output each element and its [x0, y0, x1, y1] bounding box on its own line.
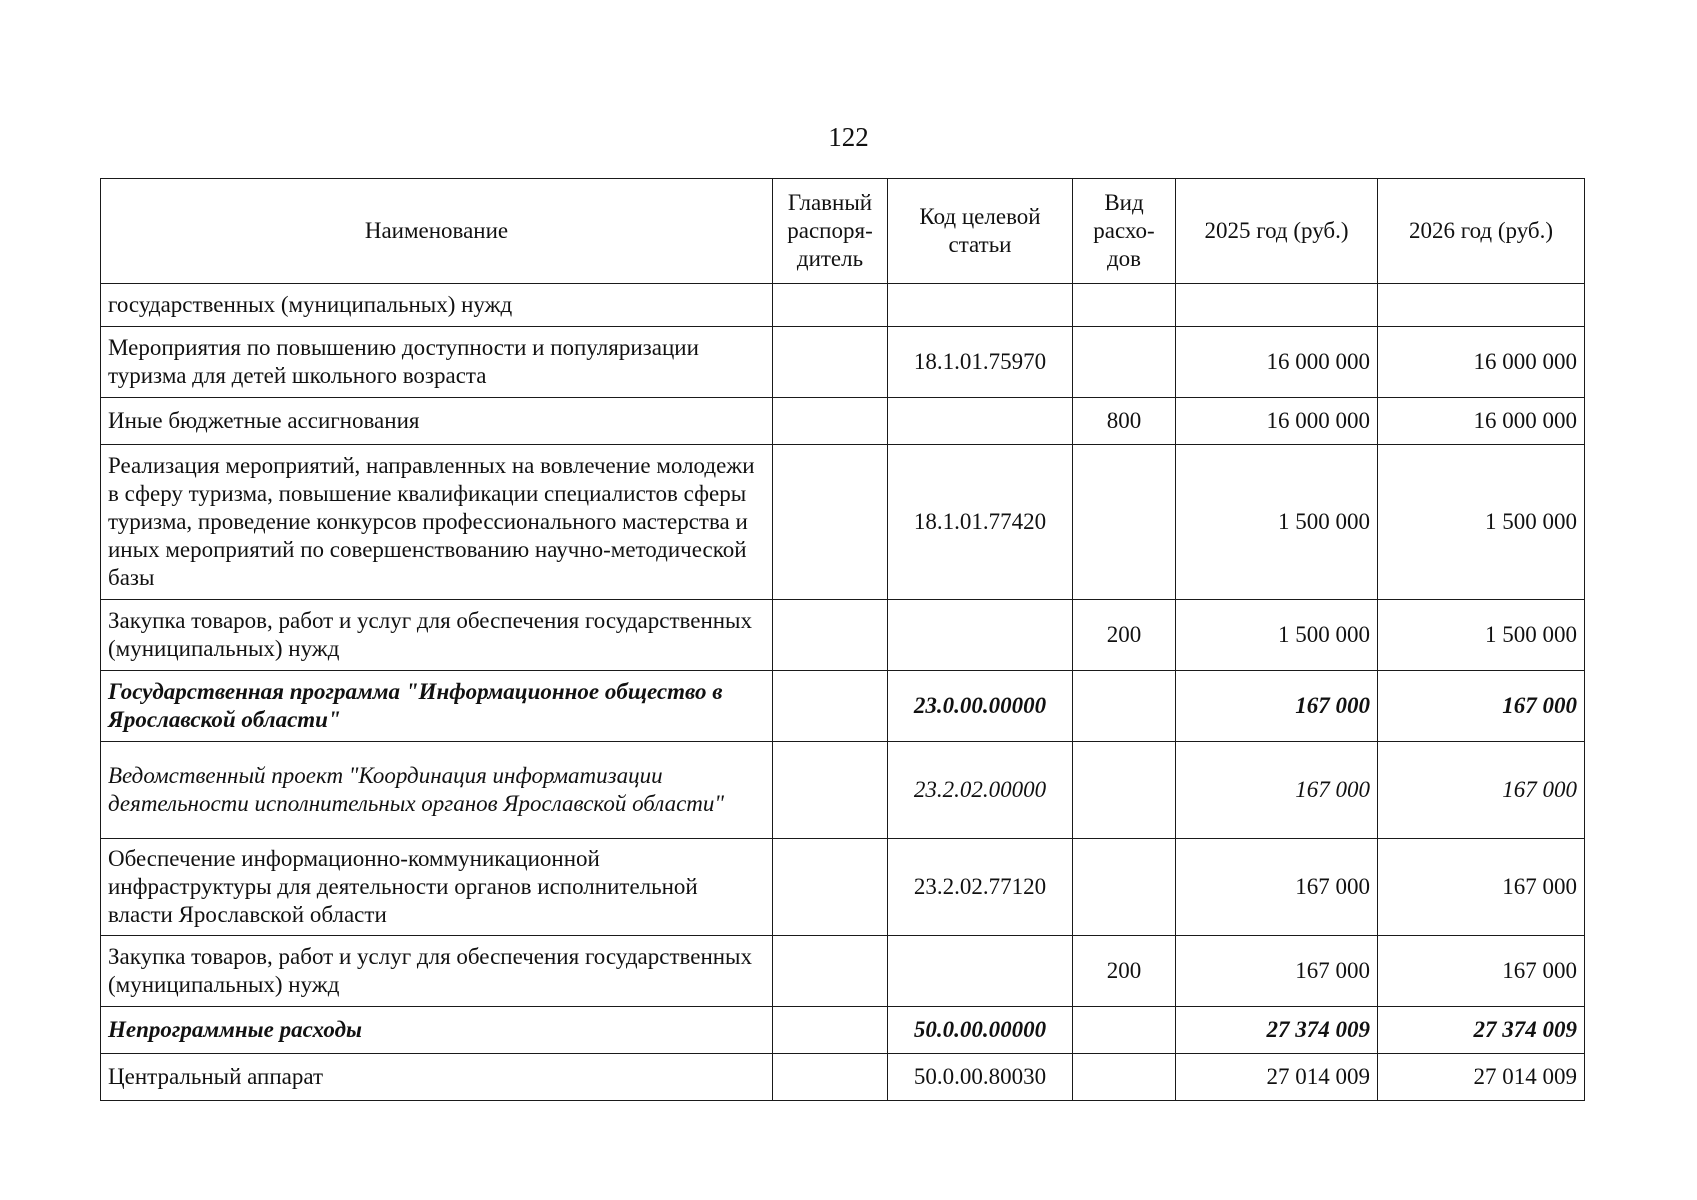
cell-2025: 27 374 009 — [1176, 1007, 1378, 1054]
cell-2026: 167 000 — [1378, 936, 1585, 1007]
cell-manager — [773, 671, 888, 742]
cell-manager — [773, 284, 888, 327]
cell-name: Государственная программа "Информационное общество в Ярославской области" — [101, 671, 773, 742]
cell-manager — [773, 1054, 888, 1101]
cell-manager — [773, 742, 888, 839]
cell-name: Закупка товаров, работ и услуг для обеспечения государственных (муниципальных) нужд — [101, 936, 773, 1007]
cell-type: 800 — [1073, 398, 1176, 445]
cell-type: 200 — [1073, 936, 1176, 1007]
cell-2025: 167 000 — [1176, 936, 1378, 1007]
cell-2026: 167 000 — [1378, 742, 1585, 839]
cell-name: Центральный аппарат — [101, 1054, 773, 1101]
page-number: 122 — [828, 122, 869, 152]
cell-2026 — [1378, 284, 1585, 327]
cell-type — [1073, 1007, 1176, 1054]
cell-code — [888, 600, 1073, 671]
cell-type — [1073, 327, 1176, 398]
cell-manager — [773, 445, 888, 600]
cell-name: Мероприятия по повышению доступности и популяризации туризма для детей школьного возраста — [101, 327, 773, 398]
cell-type — [1073, 445, 1176, 600]
cell-2026: 27 014 009 — [1378, 1054, 1585, 1101]
table-row — [101, 1007, 1585, 1054]
cell-code: 50.0.00.00000 — [888, 1007, 1073, 1054]
cell-2026: 167 000 — [1378, 671, 1585, 742]
cell-name: Обеспечение информационно-коммуникационной инфраструктуры для деятельности органов исполнительной власти Ярославской области — [101, 839, 773, 936]
cell-name: Непрограммные расходы — [101, 1007, 773, 1054]
table-row — [101, 742, 1585, 839]
table-row — [101, 445, 1585, 600]
cell-manager — [773, 398, 888, 445]
table-row — [101, 284, 1585, 327]
cell-name: государственных (муниципальных) нужд — [101, 284, 773, 327]
cell-2025: 16 000 000 — [1176, 398, 1378, 445]
table-header-row — [101, 179, 1585, 284]
cell-type: 200 — [1073, 600, 1176, 671]
cell-code: 50.0.00.80030 — [888, 1054, 1073, 1101]
cell-code — [888, 398, 1073, 445]
cell-code: 23.2.02.77120 — [888, 839, 1073, 936]
cell-2026: 1 500 000 — [1378, 600, 1585, 671]
cell-2026: 16 000 000 — [1378, 327, 1585, 398]
header-code: Код целевой статьи — [888, 179, 1073, 284]
table-row — [101, 671, 1585, 742]
header-name: Наименование — [101, 179, 773, 284]
cell-type — [1073, 1054, 1176, 1101]
table-row — [101, 936, 1585, 1007]
cell-2026: 16 000 000 — [1378, 398, 1585, 445]
cell-manager — [773, 839, 888, 936]
cell-name: Реализация мероприятий, направленных на вовлечение молодежи в сферу туризма, повышение квалификации специалистов сферы туризма, проведение конкурсов профессионального мастерства и иных мероприятий по совершенствованию научно-методической базы — [101, 445, 773, 600]
cell-2025: 16 000 000 — [1176, 327, 1378, 398]
cell-code: 18.1.01.77420 — [888, 445, 1073, 600]
table-row — [101, 327, 1585, 398]
cell-name: Иные бюджетные ассигнования — [101, 398, 773, 445]
cell-2025: 167 000 — [1176, 839, 1378, 936]
table-row — [101, 600, 1585, 671]
cell-manager — [773, 1007, 888, 1054]
cell-code: 18.1.01.75970 — [888, 327, 1073, 398]
budget-table — [100, 178, 1585, 1101]
cell-2025: 27 014 009 — [1176, 1054, 1378, 1101]
header-type: Вид расхо-дов — [1073, 179, 1176, 284]
cell-type — [1073, 671, 1176, 742]
cell-type — [1073, 742, 1176, 839]
cell-2025: 167 000 — [1176, 671, 1378, 742]
cell-type — [1073, 284, 1176, 327]
cell-manager — [773, 936, 888, 1007]
table-row — [101, 839, 1585, 936]
cell-code: 23.0.00.00000 — [888, 671, 1073, 742]
cell-type — [1073, 839, 1176, 936]
cell-2025: 167 000 — [1176, 742, 1378, 839]
cell-code — [888, 936, 1073, 1007]
cell-name: Закупка товаров, работ и услуг для обеспечения государственных (муниципальных) нужд — [101, 600, 773, 671]
cell-code — [888, 284, 1073, 327]
cell-2026: 1 500 000 — [1378, 445, 1585, 600]
table-row — [101, 398, 1585, 445]
header-manager: Главный распоря-дитель — [773, 179, 888, 284]
cell-manager — [773, 600, 888, 671]
cell-2025: 1 500 000 — [1176, 600, 1378, 671]
cell-2025: 1 500 000 — [1176, 445, 1378, 600]
header-2026: 2026 год (руб.) — [1378, 179, 1585, 284]
cell-name: Ведомственный проект "Координация информатизации деятельности исполнительных органов Ярославской области" — [101, 742, 773, 839]
cell-2025 — [1176, 284, 1378, 327]
cell-code: 23.2.02.00000 — [888, 742, 1073, 839]
cell-2026: 27 374 009 — [1378, 1007, 1585, 1054]
cell-manager — [773, 327, 888, 398]
header-2025: 2025 год (руб.) — [1176, 179, 1378, 284]
cell-2026: 167 000 — [1378, 839, 1585, 936]
table-row — [101, 1054, 1585, 1101]
